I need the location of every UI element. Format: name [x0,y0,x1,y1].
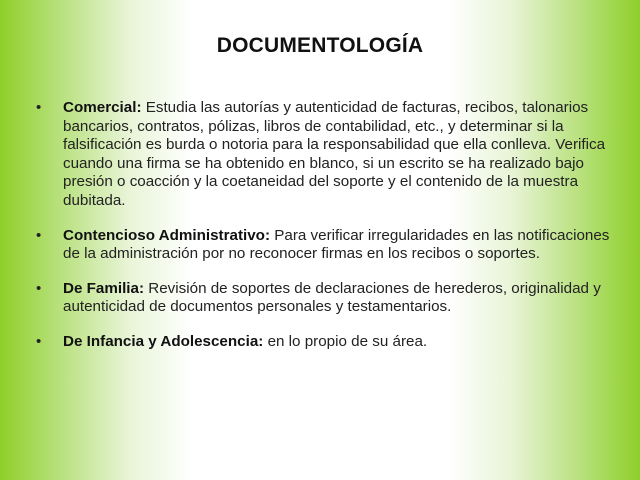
bullet-item-infancia [36,333,616,352]
bullet-term: De Infancia y Adolescencia: [63,332,264,350]
bullet-text: Revisión de soportes de declaraciones de herederos, originalidad y autenticidad de documentos personales y testamentarios. [63,279,601,316]
bullet-term: Contencioso Administrativo: [63,226,271,244]
slide-title: DOCUMENTOLOGÍA [216,34,424,57]
bullet-item-familia [36,280,616,317]
bullet-icon: • [36,99,42,116]
bullet-term: Comercial: [63,99,142,116]
bullet-item-comercial [36,99,616,211]
bullet-list [36,99,616,352]
bullet-item-contencioso [36,227,616,264]
bullet-icon: • [36,226,42,244]
bullet-text: Para verificar irregularidades en las notificaciones de la administración por no reconocer firmas en los recibos o soportes. [63,226,610,263]
bullet-icon: • [36,279,42,297]
bullet-term: De Familia: [63,279,145,297]
bullet-text: en lo propio de su área. [267,332,428,350]
bullet-text: Estudia las autorías y autenticidad de facturas, recibos, talonarios bancarios, contratos, pólizas, libros de contabilidad, etc., y determinar si la falsificación es burda o notoria para la responsabilidad que ella conlleva. Verifica cuando una firma se ha obtenido en blanco, si un escrito se ha realizado bajo presión o coacción y la coetaneidad del soporte y el contenido de la muestra dubitada. [63,99,606,209]
bullet-icon: • [36,332,42,350]
